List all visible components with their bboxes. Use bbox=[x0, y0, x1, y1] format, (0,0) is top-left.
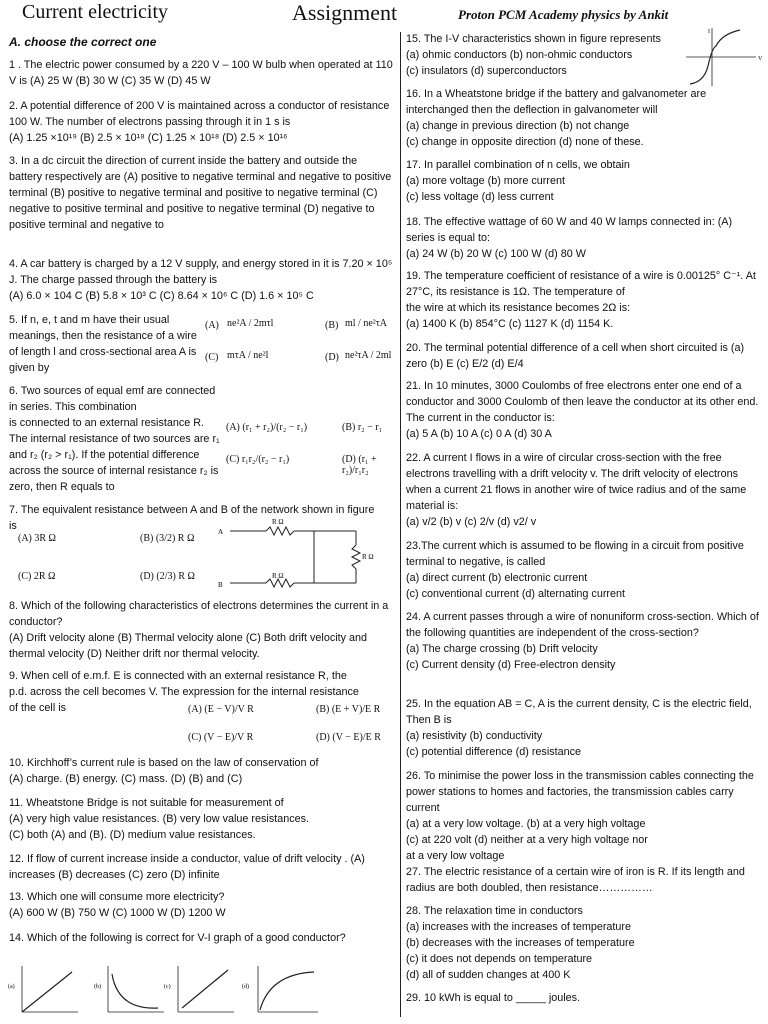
question-18 bbox=[406, 214, 762, 269]
axis-label-v: V bbox=[758, 56, 763, 62]
question-text: 3. In a dc circuit the direction of current inside the battery and outside the battery respectively are (A) positive to negative terminal and negative to positive terminal (B) positive to negative terminal and positive to negative terminal (C) negative to positive terminal and positive to negative terminal (D) negative to positive terminal and negative to bbox=[9, 155, 392, 231]
node-a-label: A bbox=[218, 528, 224, 536]
question-10 bbox=[9, 755, 393, 794]
question-4 bbox=[9, 256, 393, 311]
question-text: 7. The equivalent resistance between A and B of the network shown in figure is bbox=[9, 504, 375, 532]
option-d: (D) (r₁ + r₂)/r₁r₂ bbox=[342, 454, 377, 476]
question-3 bbox=[9, 153, 393, 240]
node-b-label: B bbox=[218, 581, 223, 589]
question-text: 22. A current I flows in a wire of circular cross-section with the free electrons travelling with a drift velocity v. The drift velocity of electrons when a current 21 flows in another wire of twice radius and of the same material is: (a) v/2 (b) v (c) 2/v (d) v2/ v bbox=[406, 452, 747, 528]
question-text: 6. Two sources of equal emf are connected in series. This combination is connected to an external resistance R. The internal resistance of two sources are r₁ and r₂ (r₂ > r₁). If the potential difference across the source of internal resistance r₂ is zero, then R equals to bbox=[9, 385, 220, 493]
question-text: 24. A current passes through a wire of nonuniform cross-section. Which of the following quantities are independent of the cross-section? (a) The charge crossing (b) Drift velocity (c) Current density (d) Free-electron density bbox=[406, 611, 759, 671]
option-formula: ml / ne²τA bbox=[345, 318, 388, 329]
question-text: 19. The temperature coefficient of resistance of a wire is 0.00125° C⁻¹. At 27°C, its resistance is 1Ω. The temperature of the wire at which its resistance becomes 2Ω is: (a) 1400 K (b) 854°C (c) 1127 K (d) 1154 K. bbox=[406, 270, 756, 330]
option-b: (B) (E + V)/E R bbox=[316, 704, 381, 715]
question-text: 21. In 10 minutes, 3000 Coulombs of free electrons enter one end of a conductor and 3000 Coulomb of then leave the conductor at its other end. The current in the conductor is: (a) 5 A (b) 10 A (c) 0 A (d) 30 A bbox=[406, 380, 759, 440]
graph-label: (c) bbox=[164, 984, 171, 990]
question-14 bbox=[9, 930, 393, 953]
option-c: (C) (V − E)/V R bbox=[188, 732, 254, 743]
question-text: 1 . The electric power consumed by a 220 V – 100 W bulb when operated at 110 V is (A) 25 W (B) 30 W (C) 35 W (D) 45 W bbox=[9, 59, 393, 87]
graph-label: (a) bbox=[8, 984, 15, 990]
column-divider bbox=[400, 32, 401, 1017]
graph-a bbox=[8, 966, 78, 1012]
question-text: 15. The I-V characteristics shown in figure represents (a) ohmic conductors (b) non-ohmic conductors (c) insulators (d) superconductors bbox=[406, 33, 661, 77]
option-label: (A) bbox=[205, 320, 219, 331]
question-text: 20. The terminal potential difference of a cell when short circuited is (a) zero (b) E (c) E/2 (d) E/4 bbox=[406, 342, 745, 370]
option-formula: mτA / ne²l bbox=[227, 350, 269, 361]
q7-options bbox=[18, 533, 218, 593]
question-text: 25. In the equation AB = C, A is the current density, C is the electric field, Then B is (a) resistivity (b) conductivity (c) potential difference (d) resistance bbox=[406, 698, 752, 758]
question-text: 28. The relaxation time in conductors (a) increases with the increases of temperature (b) decreases with the increases of temperature (c) it does not depends on temperature (d) all of sudden changes at 400 K bbox=[406, 905, 635, 981]
graph-d bbox=[242, 966, 318, 1012]
question-19 bbox=[406, 268, 762, 339]
header bbox=[0, 0, 768, 30]
option-formula: ne²A / 2mτl bbox=[227, 318, 274, 329]
resistor-right-label: R Ω bbox=[362, 553, 374, 561]
question-21 bbox=[406, 378, 762, 449]
option-d: (D) (V − E)/E R bbox=[316, 732, 381, 743]
question-text: 17. In parallel combination of n cells, we obtain (a) more voltage (b) more current (c) less voltage (d) less current bbox=[406, 159, 630, 203]
option-a: (A) (E − V)/V R bbox=[188, 704, 254, 715]
q9-options bbox=[188, 700, 388, 750]
option-b: (B) (3/2) R Ω bbox=[140, 533, 195, 544]
question-text: 18. The effective wattage of 60 W and 40 W lamps connected in: (A) series is equal to: (a) 24 W (b) 20 W (c) 100 W (d) 80 W bbox=[406, 216, 733, 260]
axis-label-i: I bbox=[708, 29, 710, 35]
question-6 bbox=[9, 383, 224, 502]
question-20 bbox=[406, 340, 762, 379]
question-text: 13. Which one will consume more electricity? (A) 600 W (B) 750 W (C) 1000 W (D) 1200 W bbox=[9, 891, 226, 919]
graph-c bbox=[164, 966, 234, 1012]
graph-label: (d) bbox=[242, 984, 249, 990]
question-13 bbox=[9, 889, 393, 928]
resistor-top-label: R Ω bbox=[272, 518, 284, 526]
question-15 bbox=[406, 31, 681, 86]
question-text: 9. When cell of e.m.f. E is connected with an external resistance R, the p.d. across the cell becomes V. The expression for the internal resistance of the cell is bbox=[9, 670, 359, 714]
resistor-bottom-label: R Ω bbox=[272, 572, 284, 580]
question-text: 26. To minimise the power loss in the transmission cables connecting the power stations to homes and factories, the transmission cables carry current (a) at a very low voltage. (b) at a very high voltage (c) at 220 volt (d) neither at a very high voltage nor at a very low voltage bbox=[406, 770, 754, 862]
option-c: (C) 2R Ω bbox=[18, 571, 56, 582]
question-text: 27. The electric resistance of a certain wire of iron is R. If its length and radius are both doubled, then resistance…………… bbox=[406, 866, 745, 894]
question-text: 12. If flow of current increase inside a conductor, value of drift velocity . (A) increases (B) decreases (C) zero (D) infinite bbox=[9, 853, 365, 881]
question-23 bbox=[406, 538, 762, 609]
question-1 bbox=[9, 57, 393, 96]
q7-network-diagram bbox=[216, 515, 386, 595]
q5-options bbox=[205, 312, 395, 377]
question-text: 8. Which of the following characteristics of electrons determines the current in a conductor? (A) Drift velocity alone (B) Thermal velocity alone (C) Both drift velocity and thermal velocity (D) Neither drift nor thermal velocity. bbox=[9, 600, 389, 660]
graph-label: (b) bbox=[94, 984, 101, 990]
question-24 bbox=[406, 609, 762, 680]
option-a: (A) (r₁ + r₂)/(r₂ − r₁) bbox=[226, 422, 308, 433]
question-17 bbox=[406, 157, 762, 212]
option-label: (B) bbox=[325, 320, 339, 331]
q14-graphs bbox=[8, 962, 328, 1018]
question-text: 29. 10 kWh is equal to _____ joules. bbox=[406, 992, 581, 1004]
page-title: Current electricity bbox=[22, 1, 169, 23]
question-22 bbox=[406, 450, 762, 537]
question-8 bbox=[9, 598, 393, 669]
option-b: (B) r₂ − r₁ bbox=[342, 422, 383, 433]
option-d: (D) (2/3) R Ω bbox=[140, 571, 195, 582]
question-text: 16. In a Wheatstone bridge if the battery and galvanometer are interchanged then the deflection in galvanometer will (a) change in previous direction (b) not change (c) change in opposite direction (d) none of these. bbox=[406, 88, 707, 148]
graph-b bbox=[94, 966, 164, 1012]
question-text: 4. A car battery is charged by a 12 V supply, and energy stored in it is 7.20 × 10⁵ J. The charge passed through the battery is (A) 6.0 × 104 C (B) 5.8 × 10³ C (C) 8.64 × 10⁶ C (D) 1.6 × 10⁵ C bbox=[9, 258, 393, 302]
option-formula: ne²τA / 2ml bbox=[345, 350, 392, 361]
q15-iv-curve bbox=[684, 26, 764, 88]
option-label: (C) bbox=[205, 352, 219, 363]
question-5 bbox=[9, 312, 199, 383]
section-heading: A. choose the correct one bbox=[9, 35, 157, 49]
question-27 bbox=[406, 864, 762, 903]
question-28 bbox=[406, 903, 762, 990]
question-2 bbox=[9, 98, 393, 153]
question-12 bbox=[9, 851, 393, 890]
question-11 bbox=[9, 795, 393, 850]
question-16 bbox=[406, 86, 762, 157]
q6-options bbox=[226, 418, 396, 478]
option-c: (C) r₁r₂/(r₂ − r₁) bbox=[226, 454, 290, 465]
option-label: (D) bbox=[325, 352, 339, 363]
question-text: 5. If n, e, t and m have their usual meanings, then the resistance of a wire of length l and cross-sectional area A is given by bbox=[9, 314, 197, 374]
question-text: 2. A potential difference of 200 V is maintained across a conductor of resistance 100 W. The number of electrons passing through it in 1 s is (A) 1.25 ×10¹⁹ (B) 2.5 × 10¹⁸ (C) 1.25 × 10¹⁸ (D) 2.5 × 10¹⁶ bbox=[9, 100, 390, 144]
assignment-title: Assignment bbox=[292, 0, 398, 25]
question-25 bbox=[406, 696, 762, 767]
question-text: 11. Wheatstone Bridge is not suitable for measurement of (A) very high value resistances. (B) very low value resistances. (C) both (A) and (B). (D) medium value resistances. bbox=[9, 797, 310, 841]
question-29 bbox=[406, 990, 762, 1013]
question-26 bbox=[406, 768, 762, 871]
question-text: 10. Kirchhoff’s current rule is based on the law of conservation of (A) charge. (B) energy. (C) mass. (D) (B) and (C) bbox=[9, 757, 319, 785]
question-text: 23.The current which is assumed to be flowing in a circuit from positive terminal to negative, is called (a) direct current (b) electronic current (c) conventional current (d) alternating current bbox=[406, 540, 744, 600]
academy-name: Proton PCM Academy physics by Ankit bbox=[458, 7, 669, 22]
option-a: (A) 3R Ω bbox=[18, 533, 56, 544]
question-text: 14. Which of the following is correct for V-I graph of a good conductor? bbox=[9, 932, 346, 944]
